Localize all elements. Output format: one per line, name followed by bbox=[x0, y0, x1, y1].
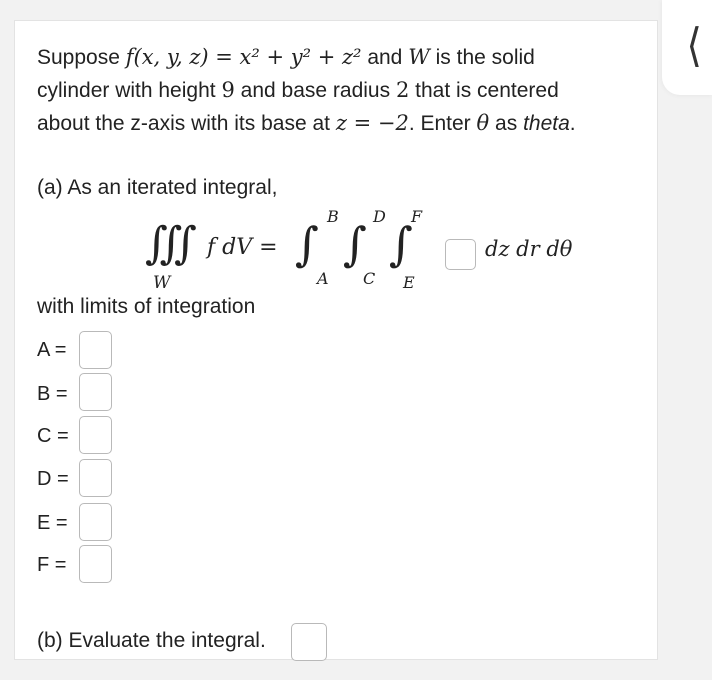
enter-text: . Enter bbox=[408, 112, 471, 135]
limit-C: C bbox=[363, 269, 376, 288]
problem-card bbox=[14, 20, 658, 660]
limit-A-label: A = bbox=[37, 339, 67, 361]
limit-D-label: D = bbox=[37, 468, 69, 490]
limit-E-label: E = bbox=[37, 512, 68, 534]
limit-F: F bbox=[411, 207, 423, 226]
problem-statement bbox=[37, 41, 637, 140]
and-text: and bbox=[367, 46, 403, 69]
limit-A-input[interactable] bbox=[79, 331, 112, 369]
radius-text: and base radius bbox=[240, 79, 391, 102]
region-label: W bbox=[153, 273, 171, 293]
centered-text: that is centered bbox=[415, 79, 559, 102]
function-definition: f(x, y, z) = x² + y² + z² bbox=[125, 45, 362, 69]
solid-symbol: W bbox=[408, 45, 430, 69]
integral-sign-3: ∫ bbox=[389, 217, 413, 271]
theta-symbol: θ bbox=[476, 111, 490, 135]
theta-word: theta bbox=[523, 112, 570, 135]
differentials: dz dr dθ bbox=[485, 237, 573, 261]
limit-D-input[interactable] bbox=[79, 459, 112, 497]
limit-F-input[interactable] bbox=[79, 545, 112, 583]
axis-text: about the z-axis with its base at bbox=[37, 112, 330, 135]
part-a-label: (a) As an iterated integral, bbox=[37, 176, 278, 199]
solid-text: is the solid bbox=[435, 46, 535, 69]
as-text: as bbox=[495, 112, 518, 135]
limit-B-label: B = bbox=[37, 383, 68, 405]
limit-C-input[interactable] bbox=[79, 416, 112, 454]
limit-E: E bbox=[403, 273, 415, 292]
integrand-lhs: f dV = bbox=[207, 235, 278, 260]
integrand-input[interactable] bbox=[445, 239, 476, 270]
radius-value: 2 bbox=[395, 78, 410, 102]
side-panel-tab[interactable] bbox=[662, 0, 712, 95]
base-value: z = −2 bbox=[335, 111, 409, 135]
limit-D: D bbox=[373, 207, 386, 226]
height-text: cylinder with height bbox=[37, 79, 216, 102]
limits-label: with limits of integration bbox=[37, 295, 256, 318]
iterated-integral bbox=[145, 207, 605, 301]
part-b-input[interactable] bbox=[291, 623, 327, 661]
chevron-left-icon[interactable]: ⟨ bbox=[686, 19, 702, 73]
limit-F-label: F = bbox=[37, 554, 67, 576]
integral-sign-2: ∫ bbox=[343, 217, 367, 271]
height-value: 9 bbox=[221, 78, 235, 102]
limit-A: A bbox=[317, 269, 329, 288]
limit-B-input[interactable] bbox=[79, 373, 112, 411]
integral-sign-1: ∫ bbox=[295, 217, 319, 271]
period: . bbox=[569, 112, 576, 135]
limit-B: B bbox=[327, 207, 339, 226]
part-b-label: (b) Evaluate the integral. bbox=[37, 629, 266, 652]
triple-integral-symbol: ∭ bbox=[145, 218, 198, 269]
limit-C-label: C = bbox=[37, 425, 69, 447]
limit-E-input[interactable] bbox=[79, 503, 112, 541]
suppose-text: Suppose bbox=[37, 46, 120, 69]
